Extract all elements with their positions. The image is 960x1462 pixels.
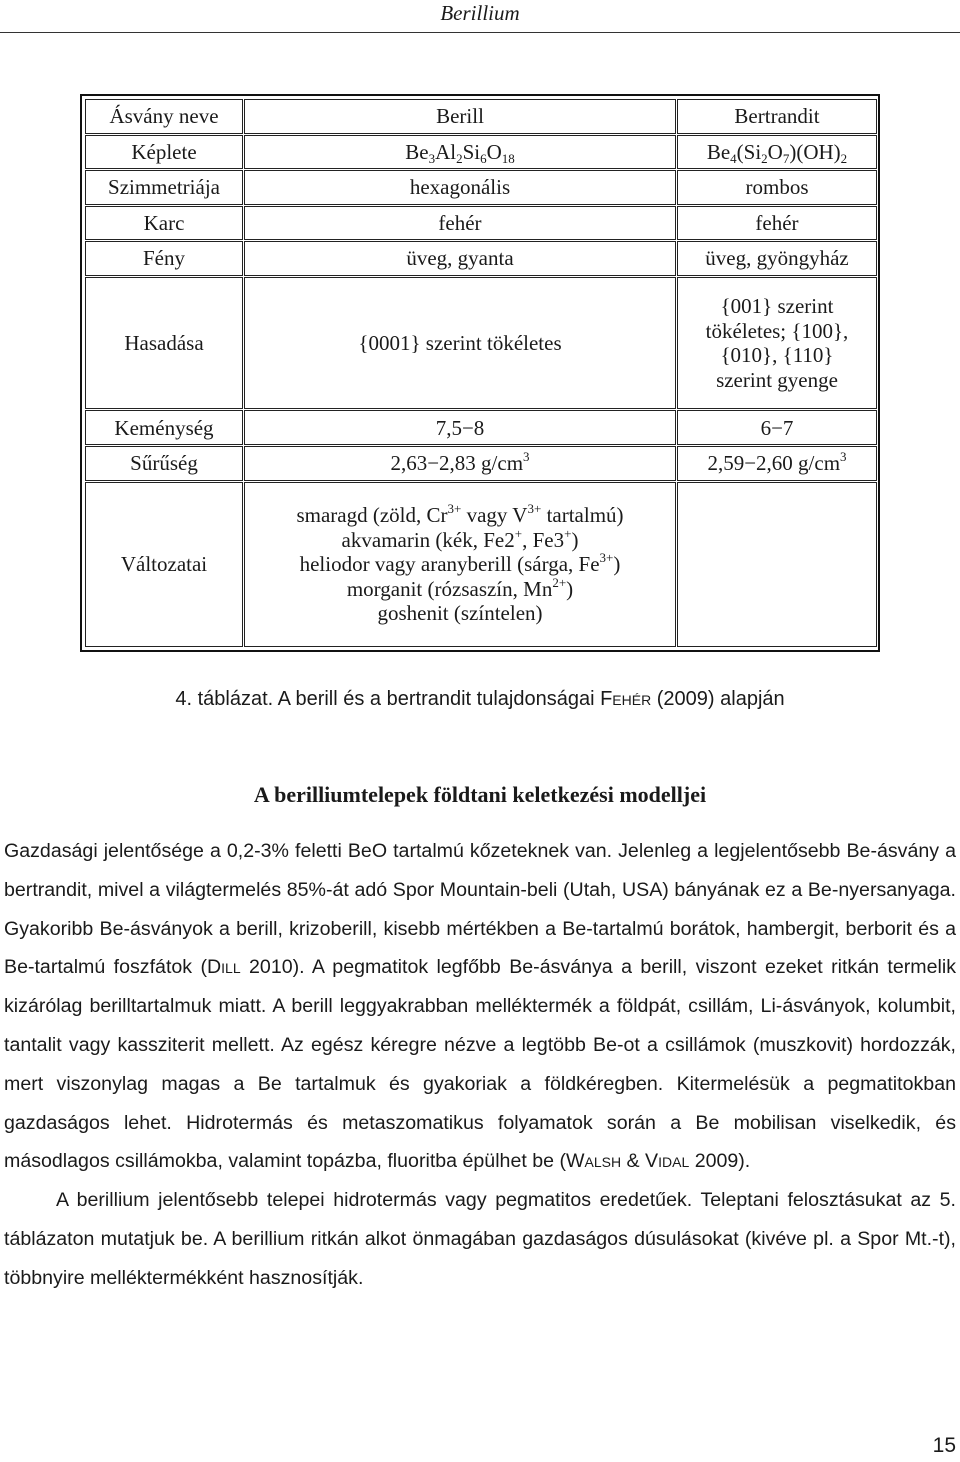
variety-line: goshenit (színtelen)	[377, 601, 543, 626]
table-row	[85, 446, 877, 481]
paragraph: Gazdasági jelentősége a 0,2-3% feletti BeO tartalmú kőzeteknek van. Jelenleg a legjelentősebb Be-ásvány a bertrandit, mivel a világtermelés 85%-át adó Spor Mountain-beli (Utah, USA) bányának ez a Be-nyersanyaga. Gyakoribb Be-ásványok a berill, krizoberill, kisebb mértékben a Be-tartalmú borátok, hambergit, berborit és a Be-tartalmú foszfátok (Dill 2010). A pegmatitok legfőbb Be-ásványa a berill, viszont ezeket ritkán termelik kizárólag berilltartalmuk miatt. A berill leggyakrabban melléktermék a földpát, csillám, Li-ásványok, kolumbit, tantalit vagy kassziterit mellett. Az egész kéregre nézve a legtöbb Be-ot a csillámok (muszkovit) hordozzák, mert viszonylag magas a Be tartalmuk és gyakoriak a földkéregben. Kitermelésük a pegmatitokban gazdaságos lehet. Hidrotermás és metaszomatikus folyamatok során a Be mobilisan viselkedik, és másodlagos csillámokba, valamint topázba, fluoritba épülhet be (Walsh & Vidal 2009).	[4, 840, 956, 1173]
running-header	[0, 0, 960, 28]
bertrandite-cell: Bertrandit	[677, 99, 877, 134]
table-row	[85, 482, 877, 647]
body-text	[4, 832, 956, 1298]
table-row	[85, 206, 877, 241]
properties-table	[84, 98, 878, 648]
beryl-cell: 7,5−8	[244, 410, 676, 445]
bertrandite-cleavage: {001} szerint tökéletes; {100}, {010}, {110} szerint gyenge	[677, 277, 877, 410]
variety-line: morganit (rózsaszín, $Mn^{2+}$)	[346, 574, 574, 601]
citation-author: Walsh	[566, 1150, 622, 1173]
bertrandite-formula: $Be_4(Si_2O_7)(OH)_2$	[677, 135, 877, 170]
paragraph: A berillium jelentősebb telepei hidrotermás vagy pegmatitos eredetűek. Teleptani felosztásukat az 5. táblázaton mutatjuk be. A berillium ritkán alkot önmagában gazdaságos dúsulásokat (kivéve pl. a Spor Mt.-t), többnyire melléktermékként hasznosítják.	[4, 1189, 956, 1289]
citation-author: Vidal	[645, 1150, 690, 1173]
table-row	[85, 277, 877, 410]
variety-line: smaragd (zöld, $Cr^{3+}$ vagy $V^{3+}$ tartalmú)	[296, 501, 624, 528]
table-caption: 4. táblázat. A berill és a bertrandit tulajdonságai Fehér (2009) alapján	[175, 688, 785, 710]
row-label: Szimmetriája	[85, 170, 243, 205]
bertrandite-cell: üveg, gyöngyház	[677, 241, 877, 276]
beryl-varieties	[244, 482, 676, 647]
beryl-cell: hexagonális	[244, 170, 676, 205]
properties-table-frame	[80, 94, 880, 652]
variety-line: heliodor vagy aranyberill (sárga, $Fe^{3+}$)	[299, 550, 621, 577]
page-number: 15	[932, 1434, 956, 1457]
bertrandite-cell: fehér	[677, 206, 877, 241]
beryl-cell: fehér	[244, 206, 676, 241]
bertrandite-cell: rombos	[677, 170, 877, 205]
row-label: Változatai	[85, 482, 243, 647]
bertrandite-varieties-empty	[677, 482, 877, 647]
section-title: A berilliumtelepek földtani keletkezési modelljei	[253, 782, 707, 807]
beryl-formula: $Be_3Al_2Si_6O_{18}$	[244, 135, 676, 170]
row-label: Fény	[85, 241, 243, 276]
table-row	[85, 241, 877, 276]
caption-author: Fehér	[600, 688, 652, 710]
header-rule	[0, 32, 960, 33]
bertrandite-density: 2,59−2,60 $g/cm^3$	[677, 446, 877, 481]
row-label: Képlete	[85, 135, 243, 170]
row-label: Keménység	[85, 410, 243, 445]
variety-line: akvamarin (kék, Fe2+, Fe3+)	[341, 525, 579, 552]
beryl-cell: {0001} szerint tökéletes	[244, 277, 676, 410]
running-title: Berillium	[440, 1, 520, 25]
row-label: Hasadása	[85, 277, 243, 410]
beryl-cell: Berill	[244, 99, 676, 134]
caption-number: 4. táblázat.	[175, 688, 274, 710]
bertrandite-cell: 6−7	[677, 410, 877, 445]
row-label: Karc	[85, 206, 243, 241]
beryl-cell: üveg, gyanta	[244, 241, 676, 276]
table-row	[85, 410, 877, 445]
table-row	[85, 135, 877, 170]
beryl-density: 2,63−2,83 $g/cm^3$	[244, 446, 676, 481]
row-label: Sűrűség	[85, 446, 243, 481]
citation-author: Dill	[207, 956, 241, 979]
table-row	[85, 170, 877, 205]
row-label: Ásvány neve	[85, 99, 243, 134]
table-row	[85, 99, 877, 134]
